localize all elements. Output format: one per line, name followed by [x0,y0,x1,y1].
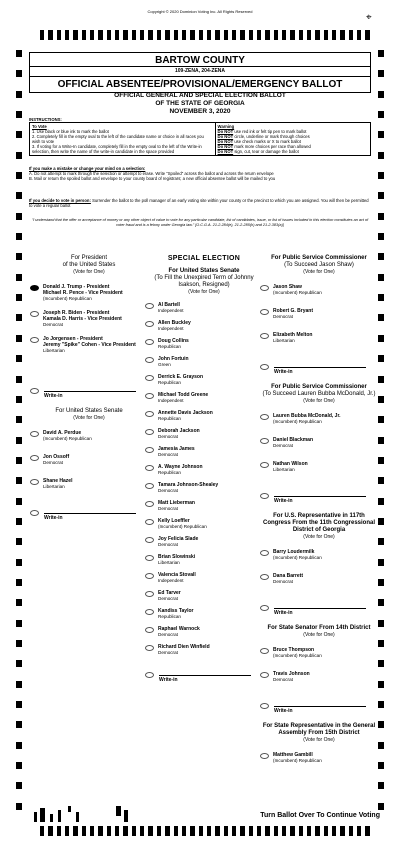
psc2-writein[interactable]: Write-in [260,487,378,503]
election-title-line2: OF THE STATE OF GEORGIA [155,100,245,107]
candidate-name: Valencia Stovall [158,572,196,578]
top-timing-marks [40,30,370,40]
candidate-trump-pence[interactable]: Donald J. Trump - President Michael R. Pence - Vice President (Incumbent) Republican [30,284,148,302]
candidate-row[interactable] [260,647,378,663]
candidate-row[interactable] [145,518,263,530]
senate-writein[interactable]: Write-in [30,504,148,520]
contest-psc1-title: For Public Service Commissioner (To Succeed Jason Shaw) (Vote for One) [271,255,367,275]
vote-oval[interactable] [145,555,154,561]
senate-special-writein[interactable]: Write-in [145,666,263,682]
candidate-name: John Fortuin [158,356,189,362]
ballot-type: OFFICIAL ABSENTEE/PROVISIONAL/EMERGENCY BALLOT [57,79,343,90]
candidate-party: (Incumbent) Republican [273,758,322,763]
vote-oval[interactable] [260,333,269,339]
candidate-party: Libertarian [273,467,295,472]
candidate-name: Daniel Blackman [273,437,314,443]
candidate-party: Libertarian [158,560,180,565]
turn-over-instruction: Turn Ballot Over To Continue Voting [260,812,380,819]
column-1 [30,255,148,520]
contest-psc2-title: For Public Service Commissioner (To Succeed Lauren Bubba McDonald, Jr.) (Vote for One) [262,384,376,404]
candidate-name: Derrick E. Grayson [158,374,204,380]
candidate-name: Travis Johnson [273,671,310,677]
candidate-name: Deborah Jackson [158,428,200,434]
candidate-ossoff[interactable]: Jon Ossoff Democrat [30,454,148,470]
candidate-name: Lauren Bubba McDonald, Jr. [273,413,341,419]
candidate-row[interactable] [145,536,263,548]
vote-oval[interactable] [145,375,154,381]
election-date: NOVEMBER 3, 2020 [169,108,231,115]
vote-oval[interactable] [145,627,154,633]
candidate-party: Green [158,362,171,367]
candidate-name: Kandiss Taylor [158,608,194,614]
candidate-jorgensen-cohen[interactable]: Jo Jorgensen - President Jeremy "Spike" Cohen - Vice President Libertarian [30,336,148,354]
candidate-party: Democrat [273,579,293,584]
vote-oval[interactable] [145,573,154,579]
candidate-party: (Incumbent) Republican [158,524,207,529]
candidate-party: Republican [158,416,181,421]
to-vote-section: To Vote 1. Use black or blue ink to mark the ballot 2. Completely fill in the empty oval to the left of the candidate name or choice in all races you wish to vote 3. If voting for a Write-In candidate, completely fill in the empty oval to the left of the Write-in selection, then write the name of the write-in candidate in the space provided [30,123,216,155]
candidate-party: Republican [158,344,181,349]
candidate-name: Allen Buckley [158,320,191,326]
vote-oval[interactable] [260,574,269,580]
vote-oval[interactable] [145,672,154,678]
candidate-name: Matt Lieberman [158,500,195,506]
vote-oval[interactable] [145,411,154,417]
vote-oval[interactable] [260,285,269,291]
candidate-row[interactable] [145,626,263,638]
candidate-biden-harris[interactable]: Joseph R. Biden - President Kamala D. Harris - Vice President Democrat [30,310,148,328]
candidate-row[interactable] [145,590,263,602]
fraud-notice: "I understand that the offer or acceptance of money or any other object of value to vote for any particular candidate, list of candidates, issue, or list of issues included in this election constitutes an act of voter fraud and is a felony under Georgia law." [O.C.G.A. 21-2-284(e), 21-2-285(h) and 21-2-383(a)] [31,218,369,228]
vote-oval[interactable] [30,311,39,317]
candidate-row[interactable] [260,671,378,687]
contest-state-senate-title: For State Senator From 14th District (Vote for One) [267,625,371,638]
candidate-party: (Incumbent) Republican [273,290,322,295]
candidate-row[interactable] [260,284,378,300]
candidate-row[interactable] [145,644,263,656]
vote-oval[interactable] [145,465,154,471]
candidate-name: Barry Loudermilk [273,549,315,555]
vote-oval[interactable] [30,285,39,291]
candidate-name: Richard Dien Winfield [158,644,210,650]
registration-crosshair-icon: ⌖ [366,12,372,23]
column-2 [145,255,263,682]
candidate-row[interactable] [260,437,378,453]
candidate-party: Libertarian [273,338,295,343]
contest-senate-special-title: For United States Senate (To Fill the Unexpired Term of Johnny Isakson, Resigned) (Vote for One) [154,268,254,295]
candidate-name: Joy Felicia Slade [158,536,199,542]
vote-oval[interactable] [260,648,269,654]
candidate-name: Kelly Loeffler [158,518,190,524]
mistake-instructions: If you make a mistake or change your mind on a selection: A. Do not attempt to mark through the selection or attempt to erase. Write "Spoiled" across the ballot and across the return envelope B. Mail or return the spoiled ballot and envelope to your county board of registrars; a new official absentee ballot will be mailed to you [29,166,276,182]
candidate-row[interactable] [260,752,378,768]
warning-section: Warning Do NOT use red ink or felt tip pen to mark ballot Do NOT circle, underline or mark through choices Do NOT use check marks or X to mark ballot Do NOT mark more choices per race than allowed Do NOT sign, cut, tear or damage the ballot [217,124,311,154]
candidate-name: Doug Collins [158,338,189,344]
contest-president-title: For President of the United States (Vote for One) [62,255,116,275]
vote-oval[interactable] [260,414,269,420]
election-title-line1: OFFICIAL GENERAL AND SPECIAL ELECTION BALLOT [114,92,286,99]
left-timing-marks [16,50,22,810]
vote-oval[interactable] [145,501,154,507]
candidate-name: Dana Barrett [273,573,304,579]
candidate-party: Independent [158,326,184,331]
instructions [29,117,371,156]
contest-senate-title: For United States Senate (Vote for One) [55,408,123,421]
candidate-party: (Incumbent) Republican [273,419,322,424]
candidate-row[interactable] [260,573,378,589]
vote-oval[interactable] [145,357,154,363]
candidate-row[interactable] [260,413,378,429]
candidate-party: Republican [158,614,181,619]
candidate-name: Al Bartell [158,302,180,308]
vote-oval[interactable] [145,447,154,453]
house-writein[interactable]: Write-in [260,599,378,615]
election-title [29,92,371,116]
candidate-name: Robert G. Bryant [273,308,314,314]
candidate-name: Ed Tarver [158,590,181,596]
candidate-party: (Incumbent) Republican [273,653,322,658]
instructions-heading: INSTRUCTIONS: [29,117,62,122]
vote-oval[interactable] [145,339,154,345]
president-writein[interactable]: Write-in [30,372,148,398]
candidate-party: Democrat [273,677,293,682]
candidate-row[interactable] [145,608,263,620]
candidate-row[interactable] [145,320,263,332]
candidate-party: Democrat [158,596,178,601]
vote-oval[interactable] [260,364,269,370]
candidate-row[interactable] [145,410,263,422]
vote-oval[interactable] [260,462,269,468]
candidate-row[interactable] [145,572,263,584]
candidate-row[interactable] [145,464,263,476]
ballot-header [29,52,371,93]
candidate-row[interactable] [260,308,378,324]
candidate-name: Annette Davis Jackson [158,410,213,416]
candidate-perdue[interactable]: David A. Perdue (Incumbent) Republican [30,430,148,446]
candidate-party: Democrat [158,506,178,511]
vote-oval[interactable] [145,609,154,615]
special-election-label: SPECIAL ELECTION [167,255,241,262]
candidate-row[interactable] [145,500,263,512]
candidate-row[interactable] [145,392,263,404]
candidate-row[interactable] [145,338,263,350]
candidate-party: Republican [158,380,181,385]
vote-oval[interactable] [260,309,269,315]
candidate-row[interactable] [145,356,263,368]
psc1-writein[interactable]: Write-in [260,358,378,374]
precinct-codes: 109-ZENA, 204-ZENA [30,67,370,77]
candidate-hazel[interactable]: Shane Hazel Libertarian [30,478,148,494]
vote-oval[interactable] [145,393,154,399]
candidate-row[interactable] [260,549,378,565]
candidate-party: Democrat [273,443,293,448]
bottom-timing-marks [40,826,370,836]
vote-oval[interactable] [145,591,154,597]
vote-oval[interactable] [260,550,269,556]
vote-oval[interactable] [145,483,154,489]
vote-oval[interactable] [145,429,154,435]
candidate-name: Bruce Thompson [273,647,315,653]
candidate-party: Democrat [273,314,293,319]
vote-oval[interactable] [260,753,269,759]
contest-state-rep-title: For State Representative in the General Assembly From 15th District (Vote for One) [262,723,376,743]
candidate-name: Elizabeth Melton [273,332,313,338]
candidate-party: Independent [158,308,184,313]
candidate-party: Democrat [158,542,178,547]
contest-house-title: For U.S. Representative in 117th Congress From the 11th Congressional District of Georgia (Vote for One) [262,513,376,540]
vote-oval[interactable] [145,519,154,525]
candidate-name: Brian Slowinski [158,554,196,560]
candidate-party: Democrat [158,452,178,457]
vote-oval[interactable] [260,703,269,709]
candidate-row[interactable] [145,302,263,314]
candidate-name: Michael Todd Greene [158,392,209,398]
candidate-row[interactable] [145,482,263,494]
candidate-party: Democrat [158,488,178,493]
state-senate-writein[interactable]: Write-in [260,697,378,713]
vote-oval[interactable] [30,510,39,516]
county-name: BARTOW COUNTY [30,53,370,67]
right-timing-marks [378,50,384,810]
candidate-name: Jamesia James [158,446,195,452]
column-3 [260,255,378,768]
candidate-party: Democrat [158,650,178,655]
candidate-name: Tamara Johnson-Shealey [158,482,219,488]
vote-oval[interactable] [30,479,39,485]
candidate-row[interactable] [260,332,378,348]
candidate-party: Republican [158,470,181,475]
candidate-row[interactable] [145,554,263,566]
candidate-party: Independent [158,398,184,403]
candidate-row[interactable] [145,428,263,440]
candidate-party: Independent [158,578,184,583]
vote-oval[interactable] [30,455,39,461]
footer-barcode-marks [20,804,160,824]
vote-oval[interactable] [145,303,154,309]
vote-oval[interactable] [145,645,154,651]
vote-oval[interactable] [145,537,154,543]
candidate-party: Democrat [158,434,178,439]
vote-oval[interactable] [30,337,39,343]
candidate-row[interactable] [145,374,263,386]
candidate-name: Raphael Warnock [158,626,200,632]
vote-oval[interactable] [260,605,269,611]
vote-oval[interactable] [260,438,269,444]
candidate-row[interactable] [145,446,263,458]
candidate-party: (Incumbent) Republican [273,555,322,560]
vote-oval[interactable] [145,321,154,327]
candidate-name: Nathan Wilson [273,461,308,467]
in-person-instructions: If you decide to vote in person: Surrender the ballot to the poll manager of an early voting site within your county or the precinct to which you are assigned. You will then be permitted to vote a regular ballot [29,198,369,209]
candidate-name: Matthew Gambill [273,752,313,758]
candidate-name: Jason Shaw [273,284,302,290]
vote-oval[interactable] [30,388,39,394]
copyright-notice: Copyright © 2020 Dominion Voting Inc. All Rights Reserved [147,9,253,14]
candidate-party: Democrat [158,632,178,637]
vote-oval[interactable] [260,672,269,678]
vote-oval[interactable] [260,493,269,499]
candidate-row[interactable] [260,461,378,477]
candidate-name: A. Wayne Johnson [158,464,203,470]
vote-oval[interactable] [30,431,39,437]
